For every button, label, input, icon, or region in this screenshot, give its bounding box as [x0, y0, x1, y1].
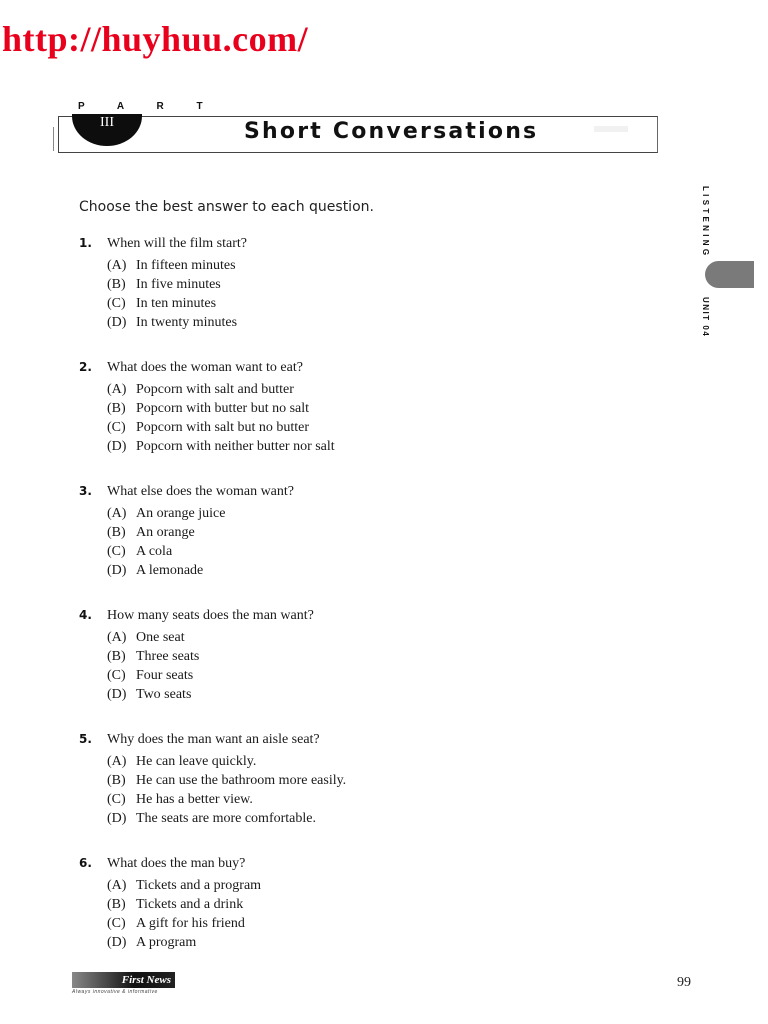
answer-option	[107, 506, 619, 525]
option-letter: (D)	[107, 811, 127, 826]
answer-option	[107, 296, 619, 315]
section-tab	[705, 261, 754, 288]
option-letter: (D)	[107, 563, 127, 578]
watermark-url: http://huyhuu.com/	[2, 19, 309, 59]
question-text: What else does the woman want?	[107, 484, 294, 499]
answer-option	[107, 668, 619, 687]
question-item	[79, 360, 619, 484]
question-text: What does the woman want to eat?	[107, 360, 303, 375]
option-text: A cola	[136, 544, 173, 559]
section-side-label: LISTENING	[701, 186, 710, 259]
answer-option	[107, 401, 619, 420]
option-text: One seat	[136, 630, 185, 645]
option-text: In ten minutes	[136, 296, 217, 311]
question-number: 1.	[79, 236, 92, 250]
question-number: 3.	[79, 484, 92, 498]
answer-option	[107, 315, 619, 334]
question-item	[79, 732, 619, 856]
option-text: Four seats	[136, 668, 194, 683]
option-letter: (C)	[107, 420, 126, 435]
question-text: How many seats does the man want?	[107, 608, 314, 623]
option-letter: (B)	[107, 401, 126, 416]
answer-option	[107, 649, 619, 668]
instruction-text: Choose the best answer to each question.	[79, 199, 374, 215]
answer-option	[107, 258, 619, 277]
option-letter: (C)	[107, 668, 126, 683]
option-letter: (B)	[107, 897, 126, 912]
option-text: In fifteen minutes	[136, 258, 236, 273]
question-text: When will the film start?	[107, 236, 247, 251]
answer-option	[107, 792, 619, 811]
option-text: In twenty minutes	[136, 315, 238, 330]
answer-option	[107, 916, 619, 935]
option-letter: (A)	[107, 878, 127, 893]
answer-option	[107, 439, 619, 458]
question-item	[79, 856, 619, 980]
option-letter: (D)	[107, 687, 127, 702]
answer-option	[107, 897, 619, 916]
answer-option	[107, 754, 619, 773]
answer-option	[107, 420, 619, 439]
option-text: He can use the bathroom more easily.	[136, 773, 347, 788]
answer-option	[107, 687, 619, 706]
option-text: He can leave quickly.	[136, 754, 257, 769]
option-letter: (D)	[107, 935, 127, 950]
option-text: Three seats	[136, 649, 200, 664]
answer-option	[107, 878, 619, 897]
unit-side-label: UNIT 04	[701, 297, 710, 338]
answer-option	[107, 811, 619, 830]
question-item	[79, 484, 619, 608]
publisher-logo: First News	[72, 972, 175, 988]
option-text: Tickets and a program	[136, 878, 262, 893]
answer-option	[107, 382, 619, 401]
option-letter: (B)	[107, 525, 126, 540]
option-letter: (C)	[107, 544, 126, 559]
page-number: 99	[677, 975, 691, 990]
option-text: Popcorn with neither butter nor salt	[136, 439, 335, 454]
option-text: A program	[136, 935, 197, 950]
option-letter: (B)	[107, 773, 126, 788]
option-text: A gift for his friend	[136, 916, 245, 931]
option-text: Popcorn with salt but no butter	[136, 420, 310, 435]
option-letter: (D)	[107, 439, 127, 454]
option-letter: (A)	[107, 630, 127, 645]
question-text: What does the man buy?	[107, 856, 246, 871]
option-letter: (C)	[107, 296, 126, 311]
answer-option	[107, 773, 619, 792]
option-letter: (A)	[107, 754, 127, 769]
option-text: An orange	[136, 525, 195, 540]
publisher-tagline: Always innovative & informative	[72, 989, 158, 995]
answer-option	[107, 563, 619, 582]
title-ghost-mark	[594, 126, 628, 132]
option-text: The seats are more comfortable.	[136, 811, 316, 826]
answer-option	[107, 544, 619, 563]
option-text: Popcorn with salt and butter	[136, 382, 294, 397]
option-letter: (B)	[107, 277, 126, 292]
question-number: 5.	[79, 732, 92, 746]
option-letter: (B)	[107, 649, 126, 664]
answer-option	[107, 525, 619, 544]
option-letter: (D)	[107, 315, 127, 330]
question-number: 4.	[79, 608, 92, 622]
option-text: Tickets and a drink	[136, 897, 244, 912]
question-list	[79, 236, 619, 980]
part-roman: III	[100, 115, 114, 130]
option-text: He has a better view.	[136, 792, 253, 807]
option-letter: (C)	[107, 792, 126, 807]
answer-option	[107, 630, 619, 649]
option-text: A lemonade	[136, 563, 204, 578]
option-letter: (C)	[107, 916, 126, 931]
option-letter: (A)	[107, 382, 127, 397]
option-text: Two seats	[136, 687, 192, 702]
question-text: Why does the man want an aisle seat?	[107, 732, 320, 747]
question-item	[79, 236, 619, 360]
option-letter: (A)	[107, 258, 127, 273]
option-text: Popcorn with butter but no salt	[136, 401, 310, 416]
part-label: P A R T	[78, 101, 218, 112]
question-item	[79, 608, 619, 732]
option-text: In five minutes	[136, 277, 221, 292]
question-number: 6.	[79, 856, 92, 870]
option-letter: (A)	[107, 506, 127, 521]
question-number: 2.	[79, 360, 92, 374]
option-text: An orange juice	[136, 506, 226, 521]
answer-option	[107, 935, 619, 954]
answer-option	[107, 277, 619, 296]
page-title: Short Conversations	[244, 119, 539, 144]
